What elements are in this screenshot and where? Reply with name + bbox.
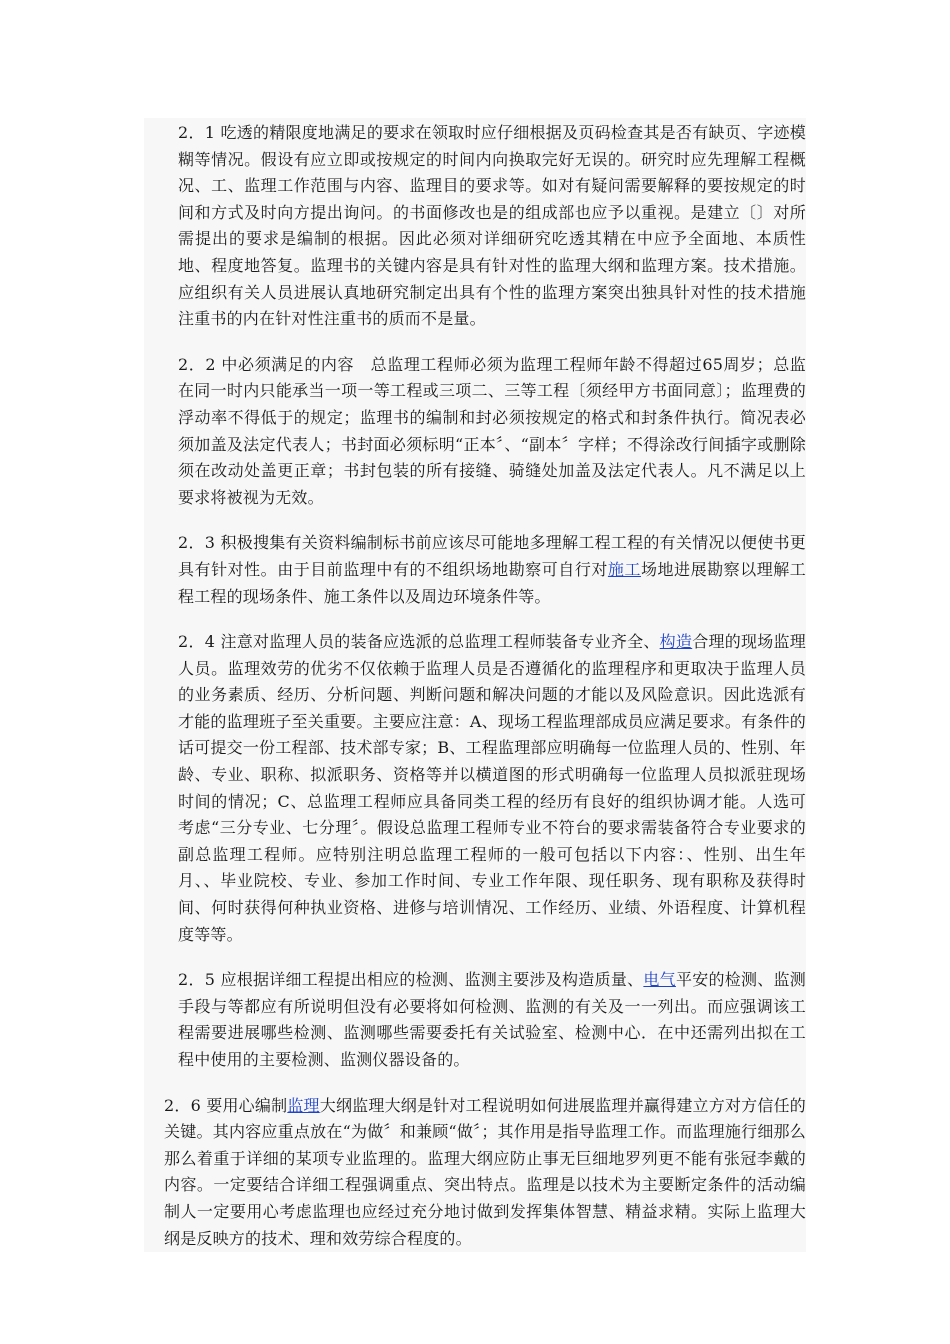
paragraph	[144, 528, 806, 610]
paragraph	[144, 118, 806, 333]
paragraph	[144, 627, 806, 948]
document-body	[144, 118, 806, 1252]
inline-link[interactable]: 施工	[607, 559, 641, 579]
paragraph-text: 2．3 积极搜集有关资料编制标书前应该尽可能地多理解工程工程的有关情况以便使书更具有针对性。由于目前监理中有的不组织场地勘察可自行对	[178, 533, 806, 579]
inline-link[interactable]: 电气	[643, 970, 676, 990]
paragraph-text: 大纲监理大纲是针对工程说明如何进展监理并赢得建立方对方信任的关键。其内容应重点放在“为做〞和兼顾“做〞；其作用是指导监理工作。而监理施行细那么那么着重于详细的某项专业监理的。监理大纲应防止事无巨细地罗列更不能有张冠李戴的内容。一定要结合详细工程强调重点、突出特点。监理是以技术为主要断定条件的活动编制人一定要用心考虑监理也应经过充分地讨做到发挥集体智慧、精益求精。实际上监理大纲是反映方的技术、理和效劳综合程度的。	[164, 1095, 806, 1248]
inline-link[interactable]: 构造	[659, 632, 693, 652]
paragraph	[144, 965, 806, 1073]
inline-link[interactable]: 监理	[287, 1095, 320, 1115]
paragraph-text: 平安的检测、监测手段与等都应有所说明但没有必要将如何检测、监测的有关及一一列出。而应强调该工程需要进展哪些检测、监测哪些需要委托有关试验室、检测中心．在中还需列出拟在工程中使用的主要检测、监测仪器设备的。	[178, 970, 807, 1069]
paragraph	[144, 350, 806, 512]
paragraph-text: 2．1 吃透的精限度地满足的要求在领取时应仔细根据及页码检查其是否有缺页、字迹模糊等情况。假设有应立即或按规定的时间内向换取完好无误的。研究时应先理解工程概况、工、监理工作范围与内容、监理目的要求等。如对有疑问需要解释的要按规定的时间和方式及时向方提出询问。的书面修改也是的组成部也应予以重视。是建立〔〕对所需提出的要求是编制的根据。因此必须对详细研究吃透其精在中应予全面地、本质性地、程度地答复。监理书的关键内容是具有针对性的监理大纲和监理方案。技术措施。应组织有关人员进展认真地研究制定出具有个性的监理方案突出独具针对性的技术措施注重书的内在针对性注重书的质而不是量。	[178, 123, 806, 329]
paragraph-text: 场地进展勘察以理解工程工程的现场条件、施工条件以及周边环境条件等。	[178, 559, 806, 606]
paragraph-text: 2．2 中必须满足的内容 总监理工程师必须为监理工程师年龄不得超过65周岁；总监在同一时内只能承当一项一等工程或三项二、三等工程〔须经甲方书面同意〕；监理费的浮动率不得低于的规定；监理书的编制和封必须按规定的格式和封条件执行。简况表必须加盖及法定代表人；书封面必须标明“正本〞、“副本〞字样；不得涂改行间插字或删除须在改动处盖更正章；书封包装的所有接缝、骑缝处加盖及法定代表人。凡不满足以上要求将被视为无效。	[178, 354, 806, 507]
paragraph-text: 2．5 应根据详细工程提出相应的检测、监测主要涉及构造质量、	[178, 970, 644, 990]
paragraph-text: 2．6 要用心编制	[164, 1095, 288, 1115]
paragraph-text: 合理的现场监理人员。监理效劳的优劣不仅依赖于监理人员是否遵循化的监理程序和更取决于监理人员的业务素质、经历、分析问题、判断问题和解决问题的才能以及风险意识。因此选派有才能的监理班子至关重要。主要应注意：A、现场工程监理部成员应满足要求。有条件的话可提交一份工程部、技术部专家；B、工程监理部应明确每一位监理人员的、性别、年龄、专业、职称、拟派职务、资格等并以横道图的形式明确每一位监理人员拟派驻现场时间的情况；C、总监理工程师应具备同类工程的经历有良好的组织协调才能。人选可考虑“三分专业、七分理〞。假设总监理工程师专业不符台的要求需装备符合专业要求的副总监理工程师。应特别注明总监理工程师的一般可包括以下内容：、性别、出生年月、、毕业院校、专业、参加工作时间、专业工作年限、现任职务、现有职称及获得时间、何时获得何种执业资格、进修与培训情况、工作经历、业绩、外语程度、计算机程度等等。	[178, 632, 807, 944]
paragraph	[144, 1091, 806, 1253]
paragraph-text: 2．4 注意对监理人员的装备应选派的总监理工程师装备专业齐全、	[178, 632, 660, 652]
